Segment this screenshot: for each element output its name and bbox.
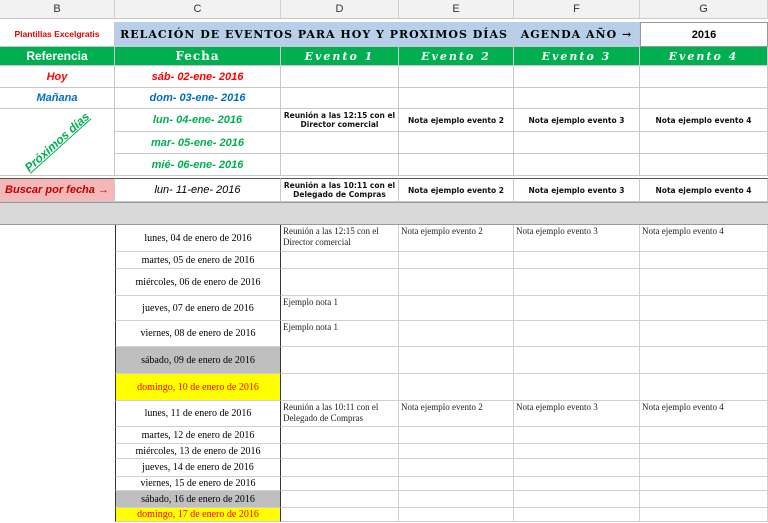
agenda-date: viernes, 08 de enero de 2016 (115, 321, 281, 347)
summary-note (399, 88, 514, 109)
agenda-note[interactable] (514, 296, 640, 321)
brand-label: Plantillas Excelgratis (0, 22, 115, 47)
search-note-3: Nota ejemplo evento 3 (514, 178, 640, 202)
summary-note (281, 154, 399, 176)
column-header-d[interactable]: D (281, 0, 399, 18)
agenda-note[interactable] (514, 347, 640, 374)
agenda-note[interactable] (281, 374, 399, 401)
agenda-note[interactable]: Nota ejemplo evento 3 (514, 401, 640, 427)
agenda-note[interactable] (399, 252, 514, 269)
agenda-note[interactable] (281, 444, 399, 459)
agenda-note[interactable] (514, 508, 640, 522)
summary-note (514, 66, 640, 88)
agenda-date: lunes, 11 de enero de 2016 (115, 401, 281, 427)
column-header-f[interactable]: F (514, 0, 640, 18)
agenda-note[interactable] (640, 508, 768, 522)
summary-note (399, 154, 514, 176)
summary-note (281, 132, 399, 154)
agenda-note[interactable] (399, 477, 514, 491)
referencia-header: Referencia (0, 47, 115, 66)
summary-date: dom- 03-ene- 2016 (115, 88, 281, 109)
agenda-note[interactable]: Nota ejemplo evento 3 (514, 225, 640, 252)
search-note-4: Nota ejemplo evento 4 (640, 178, 768, 202)
agenda-date: miércoles, 06 de enero de 2016 (115, 269, 281, 296)
agenda-note[interactable] (399, 508, 514, 522)
agenda-note[interactable] (514, 459, 640, 477)
summary-note (281, 66, 399, 88)
column-header-bar (0, 0, 768, 19)
agenda-note[interactable] (640, 477, 768, 491)
column-header-g[interactable]: G (640, 0, 768, 18)
column-header-c[interactable]: C (115, 0, 281, 18)
agenda-date: martes, 12 de enero de 2016 (115, 427, 281, 444)
agenda-note[interactable] (281, 459, 399, 477)
summary-date: mar- 05-ene- 2016 (115, 132, 281, 154)
summary-note: Nota ejemplo evento 2 (399, 109, 514, 132)
summary-note (514, 132, 640, 154)
agenda-note[interactable] (514, 444, 640, 459)
search-note-2: Nota ejemplo evento 2 (399, 178, 514, 202)
agenda-date: miércoles, 13 de enero de 2016 (115, 444, 281, 459)
page-title: RELACIÓN DE EVENTOS PARA HOY Y PROXIMOS DÍAS (115, 22, 514, 47)
separator-band (0, 202, 768, 225)
agenda-date: domingo, 17 de enero de 2016 (115, 508, 281, 522)
hoy-label: Hoy (0, 66, 115, 88)
agenda-note[interactable] (514, 427, 640, 444)
summary-note (640, 132, 768, 154)
summary-note (640, 88, 768, 109)
summary-note (640, 154, 768, 176)
proximos-dias-cell (0, 109, 115, 176)
evento-2-header: Evento 2 (399, 47, 514, 66)
agenda-date: martes, 05 de enero de 2016 (115, 252, 281, 269)
agenda-note[interactable] (640, 321, 768, 347)
fecha-header: Fecha (115, 47, 281, 66)
summary-note: Nota ejemplo evento 4 (640, 109, 768, 132)
summary-note (399, 66, 514, 88)
summary-note (514, 88, 640, 109)
agenda-note[interactable] (514, 491, 640, 508)
agenda-note[interactable]: Reunión a las 10:11 con el Delegado de Compras (281, 401, 399, 427)
year-input[interactable]: 2016 (640, 22, 768, 47)
summary-date: sáb- 02-ene- 2016 (115, 66, 281, 88)
agenda-note[interactable] (640, 347, 768, 374)
agenda-date: viernes, 15 de enero de 2016 (115, 477, 281, 491)
agenda-note[interactable] (514, 477, 640, 491)
agenda-note[interactable] (399, 269, 514, 296)
agenda-note[interactable] (640, 269, 768, 296)
agenda-note[interactable] (640, 459, 768, 477)
agenda-date: sábado, 09 de enero de 2016 (115, 347, 281, 374)
agenda-note[interactable] (640, 427, 768, 444)
agenda-note[interactable] (640, 296, 768, 321)
agenda-note[interactable] (640, 374, 768, 401)
agenda-note[interactable] (281, 477, 399, 491)
agenda-note[interactable] (640, 252, 768, 269)
agenda-note[interactable] (281, 269, 399, 296)
agenda-note[interactable] (399, 491, 514, 508)
search-label: Buscar por fecha → (0, 178, 115, 202)
search-note-1: Reunión a las 10:11 con el Delegado de Compras (281, 178, 399, 202)
agenda-note[interactable] (399, 296, 514, 321)
evento-3-header: Evento 3 (514, 47, 640, 66)
agenda-note[interactable] (399, 459, 514, 477)
manana-label: Mañana (0, 88, 115, 109)
agenda-note[interactable] (640, 491, 768, 508)
agenda-note[interactable] (399, 347, 514, 374)
search-date-input[interactable]: lun- 11-ene- 2016 (115, 178, 281, 202)
column-header-b[interactable]: B (0, 0, 115, 18)
agenda-date: jueves, 14 de enero de 2016 (115, 459, 281, 477)
agenda-note[interactable] (399, 427, 514, 444)
proximos-dias-label: Próximos días (21, 109, 93, 175)
agenda-note[interactable] (399, 374, 514, 401)
agenda-note[interactable] (281, 427, 399, 444)
agenda-note[interactable] (514, 321, 640, 347)
summary-note (281, 88, 399, 109)
agenda-note[interactable]: Reunión a las 12:15 con el Director comercial (281, 225, 399, 252)
agenda-date: sábado, 16 de enero de 2016 (115, 491, 281, 508)
agenda-note[interactable]: Nota ejemplo evento 4 (640, 225, 768, 252)
agenda-note[interactable] (514, 252, 640, 269)
agenda-note[interactable] (281, 508, 399, 522)
agenda-note[interactable]: Nota ejemplo evento 2 (399, 401, 514, 427)
agenda-note[interactable] (399, 444, 514, 459)
agenda-note[interactable] (640, 444, 768, 459)
agenda-note[interactable]: Ejemplo nota 1 (281, 296, 399, 321)
agenda-note[interactable]: Nota ejemplo evento 4 (640, 401, 768, 427)
agenda-date: domingo, 10 de enero de 2016 (115, 374, 281, 401)
evento-4-header: Evento 4 (640, 47, 768, 66)
agenda-year-label: AGENDA AÑO → (514, 22, 640, 47)
agenda-note[interactable]: Nota ejemplo evento 2 (399, 225, 514, 252)
agenda-date: jueves, 07 de enero de 2016 (115, 296, 281, 321)
column-header-e[interactable]: E (399, 0, 514, 18)
agenda-note[interactable] (514, 269, 640, 296)
summary-note (514, 154, 640, 176)
agenda-note[interactable] (399, 321, 514, 347)
agenda-note[interactable]: Ejemplo nota 1 (281, 321, 399, 347)
summary-note (640, 66, 768, 88)
agenda-note[interactable] (514, 374, 640, 401)
summary-note: Nota ejemplo evento 3 (514, 109, 640, 132)
agenda-date: lunes, 04 de enero de 2016 (115, 225, 281, 252)
agenda-note[interactable] (281, 491, 399, 508)
agenda-note[interactable] (281, 347, 399, 374)
evento-1-header: Evento 1 (281, 47, 399, 66)
agenda-note[interactable] (281, 252, 399, 269)
summary-note (399, 132, 514, 154)
summary-note: Reunión a las 12:15 con el Director comercial (281, 109, 399, 132)
summary-date: lun- 04-ene- 2016 (115, 109, 281, 132)
summary-date: mié- 06-ene- 2016 (115, 154, 281, 176)
